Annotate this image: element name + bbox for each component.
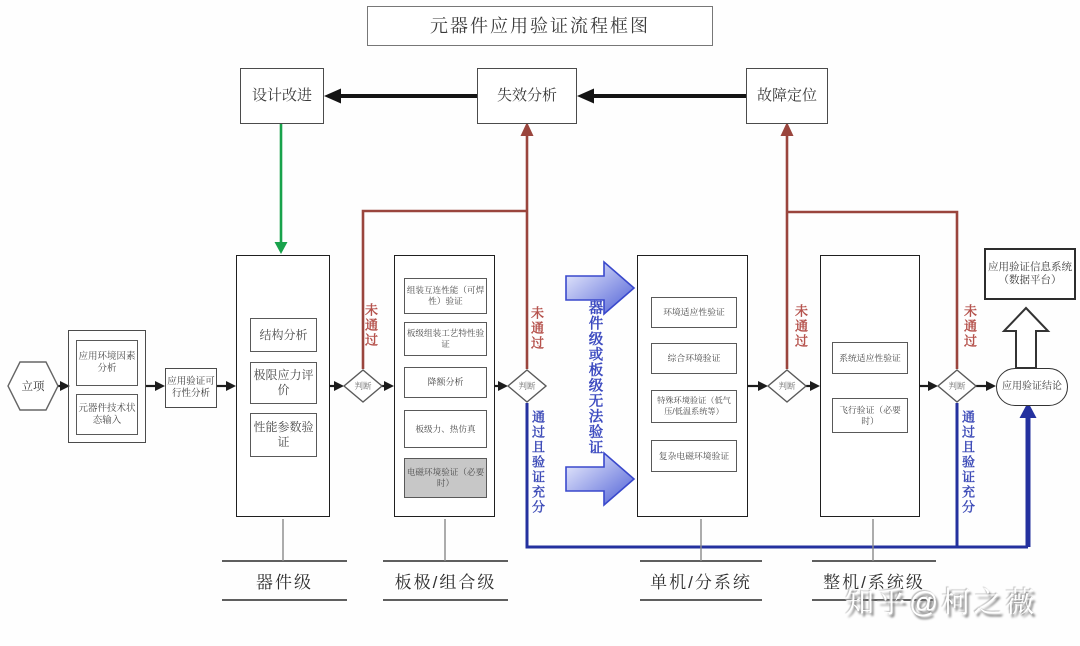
tech-status-box: 元器件技术状态输入 <box>76 394 138 435</box>
decision-label-3: 判断 <box>778 381 796 391</box>
fail-label-3: 未通过 <box>793 304 808 349</box>
feasibility-box: 应用验证可行性分析 <box>165 368 217 408</box>
decision-label-1: 判断 <box>354 381 372 391</box>
unit-item-env: 环境适应性验证 <box>651 297 737 328</box>
board-item-process: 板级组装工艺特性验证 <box>404 322 487 356</box>
level-title-system: 整机/系统级 <box>823 573 925 592</box>
fail-label-1: 未通过 <box>363 303 378 348</box>
conclusion-box: 应用验证结论 <box>996 368 1068 406</box>
board-item-derating: 降额分析 <box>404 367 487 398</box>
device-item-parameter: 性能参数验证 <box>250 413 317 457</box>
fail-label-4: 未通过 <box>962 304 977 349</box>
env-analysis-box: 应用环境因素分析 <box>76 340 138 386</box>
system-item-adaptability: 系统适应性验证 <box>832 342 908 374</box>
unit-item-combined: 综合环境验证 <box>651 343 737 374</box>
unit-item-special: 特殊环境验证（低气压/低温系统等） <box>651 390 737 423</box>
pass-label-1: 通过且验证充分 <box>530 410 545 515</box>
start-label: 立项 <box>21 381 45 393</box>
pass-label-2: 通过且验证充分 <box>960 410 975 515</box>
system-item-flight: 飞行验证（必要时） <box>832 398 908 433</box>
level-title-board: 板极/组合级 <box>394 573 497 592</box>
unit-item-complex-emc: 复杂电磁环境验证 <box>651 440 737 472</box>
device-item-stress: 极限应力评价 <box>250 362 317 404</box>
board-item-simulation: 板级力、热仿真 <box>404 410 487 448</box>
diagram-title: 元器件应用验证流程框图 <box>367 6 713 46</box>
fault-location-box: 故障定位 <box>746 68 828 124</box>
system-level-box <box>820 255 920 517</box>
fail-label-2: 未通过 <box>529 306 544 351</box>
hollow-up-arrow <box>1004 308 1048 368</box>
device-item-structure: 结构分析 <box>250 318 317 352</box>
level-title-device: 器件级 <box>256 573 313 592</box>
unit-level-box <box>637 255 748 517</box>
level-title-unit: 单机/分系统 <box>650 573 752 592</box>
failure-analysis-box: 失效分析 <box>477 68 577 124</box>
fail-arrowhead-left <box>521 122 534 136</box>
info-system-box: 应用验证信息系统（数据平台） <box>984 248 1076 300</box>
design-improvement-box: 设计改进 <box>240 68 324 124</box>
decision-label-4: 判断 <box>948 381 966 391</box>
cannot-verify-label: 器件级或板级无法验证 <box>586 300 603 455</box>
watermark: 知乎@柯之薇 <box>845 587 1038 619</box>
decision-label-2: 判断 <box>518 381 536 391</box>
arrow-fault-to-failure <box>577 89 746 104</box>
arrow-design-to-device-green <box>275 124 288 254</box>
level-ticks <box>283 519 873 561</box>
board-item-solderability: 组装互连性能（可焊性）验证 <box>404 278 487 314</box>
big-bypass-arrow-bottom <box>566 453 634 505</box>
arrow-failure-to-design <box>324 89 477 104</box>
fail-arrowhead-right <box>781 122 794 136</box>
board-item-emc: 电磁环境验证（必要时） <box>404 458 487 498</box>
